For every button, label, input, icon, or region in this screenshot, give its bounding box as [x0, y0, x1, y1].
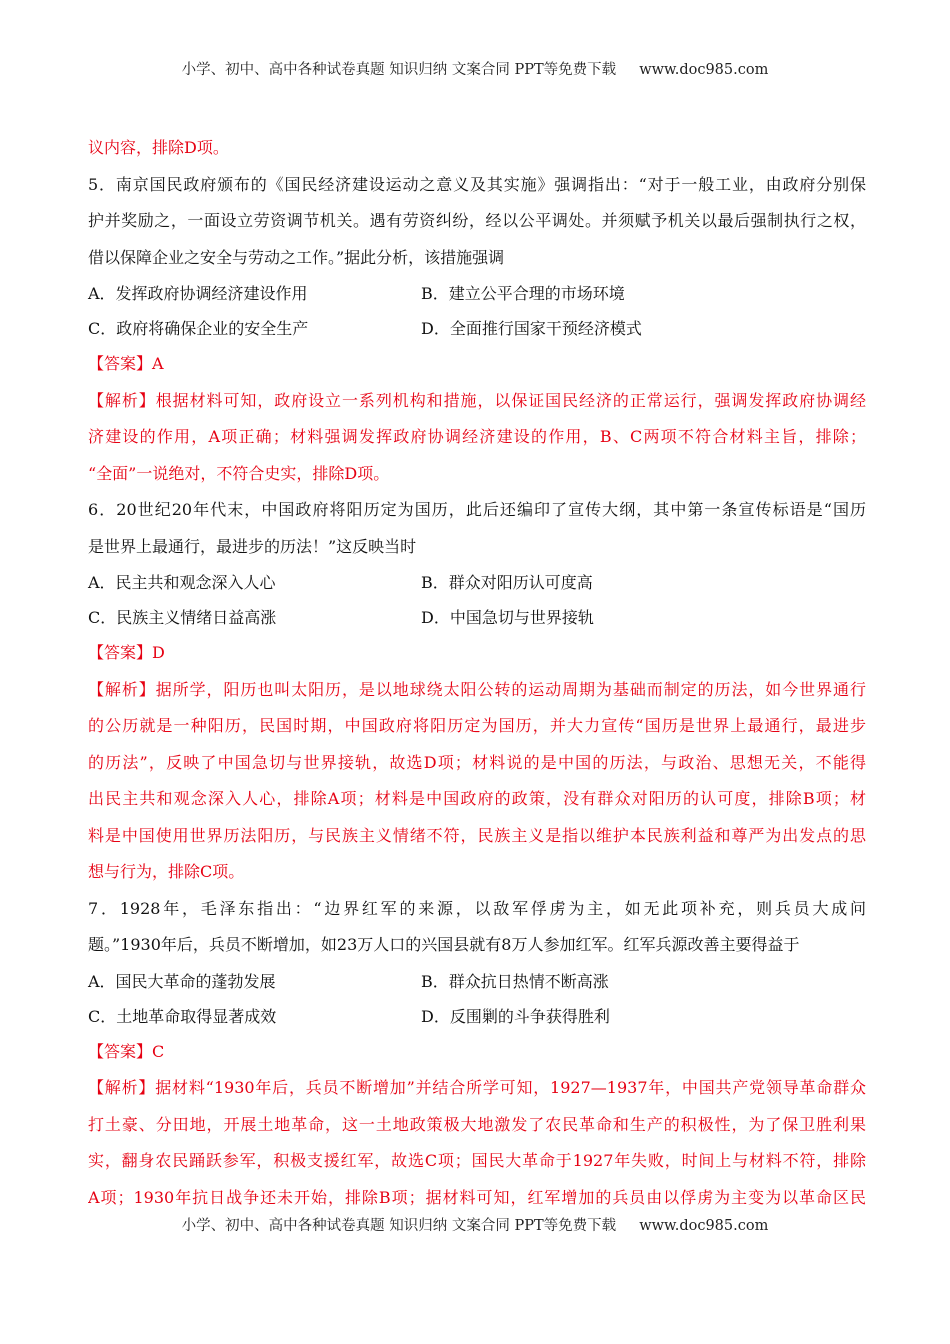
analysis-line: 的历法”，反映了中国急切与世界接轨，故选D项；材料说的是中国的历法，与政治、思想无关，不能得	[88, 752, 866, 772]
answer-line	[88, 635, 866, 672]
answer-line	[88, 1034, 866, 1071]
option-a: A．民主共和观念深入人心	[88, 573, 276, 592]
option-b: B．群众对阳历认可度高	[421, 573, 593, 592]
options-row	[88, 311, 866, 346]
analysis-line: 实，翻身农民踊跃参军，积极支援红军，故选C项；国民大革命于1927年失败，时间上与材料不符，排除	[88, 1151, 866, 1170]
analysis-line: 的公历就是一种阳历，民国时期，中国政府将阳历定为国历，并大力宣传“国历是世界上最通行，最进步	[88, 716, 866, 735]
analysis-line: 济建设的作用，A项正确；材料强调发挥政府协调经济建设的作用，B、C两项不符合材料主旨，排除；	[88, 427, 866, 446]
option-c: C．民族主义情绪日益高涨	[88, 608, 277, 627]
page-footer-banner: 小学、初中、高中各种试卷真题 知识归纳 文案合同 PPT等免费下载 www.doc985.com	[181, 1218, 769, 1234]
question-stem-line: 题。”1930年后，兵员不断增加，如23万人口的兴国县就有8万人参加红军。红军兵源改善主要得益于	[88, 935, 800, 954]
document-body	[88, 130, 866, 1216]
options-row	[88, 276, 866, 311]
analysis-line	[88, 383, 866, 420]
answer-tag: 【答案】	[88, 354, 153, 373]
question-stem-line: 6．20世纪20年代末，中国政府将阳历定为国历，此后还编印了宣传大纲，其中第一条宣传标语是“国历	[88, 500, 866, 519]
answer-value: C	[152, 1041, 165, 1061]
analysis-line: 出民主共和观念深入人心，排除A项；材料是中国政府的政策，没有群众对阳历的认可度，排除B项；材	[88, 789, 866, 808]
option-a: A．国民大革命的蓬勃发展	[88, 971, 276, 991]
question-stem-line: 5．南京国民政府颁布的《国民经济建设运动之意义及其实施》强调指出：“对于一般工业，由政府分别保	[88, 174, 866, 194]
answer-tag: 【答案】	[88, 1041, 153, 1061]
analysis-text: 据所学，阳历也叫太阳历，是以地球绕太阳公转的运动周期为基础而制定的历法，如今世界通行	[155, 679, 866, 699]
option-d: D．中国急切与世界接轨	[421, 608, 594, 627]
option-c: C．土地革命取得显著成效	[88, 1006, 277, 1026]
analysis-tag: 【解析】	[88, 679, 156, 699]
answer-value: D	[152, 643, 165, 662]
option-d: D．反围剿的斗争获得胜利	[421, 1006, 610, 1026]
question-7	[88, 891, 866, 1217]
question-stem-line: 7．1928年，毛泽东指出：“边界红军的来源，以敌军俘虏为主，如无此项补充，则兵员大成问	[88, 898, 866, 918]
option-d: D．全面推行国家干预经济模式	[421, 319, 642, 338]
analysis-line	[88, 672, 866, 709]
answer-tag: 【答案】	[88, 643, 153, 662]
analysis-text: 据材料“1930年后，兵员不断增加”并结合所学可知，1927—1937年，中国共产党领导革命群众	[155, 1078, 866, 1097]
analysis-tag: 【解析】	[88, 390, 156, 410]
option-b: B．群众抗日热情不断高涨	[421, 971, 609, 991]
option-a: A．发挥政府协调经济建设作用	[88, 284, 308, 303]
question-stem-line: 护并奖励之，一面设立劳资调节机关。遇有劳资纠纷，经以公平调处。并须赋予机关以最后强制执行之权，	[88, 211, 866, 230]
analysis-text: 根据材料可知，政府设立一系列机构和措施，以保证国民经济的正常运行，强调发挥政府协调经	[155, 390, 866, 410]
analysis-line	[88, 1070, 866, 1107]
page-header-banner: 小学、初中、高中各种试卷真题 知识归纳 文案合同 PPT等免费下载 www.doc985.com	[181, 62, 769, 78]
analysis-line: “全面”一说绝对，不符合史实，排除D项。	[88, 463, 390, 483]
analysis-line: 料是中国使用世界历法阳历，与民族主义情绪不符，民族主义是指以维护本民族利益和尊严为出发点的思	[88, 825, 866, 845]
options-row	[88, 964, 866, 999]
answer-value: A	[152, 354, 164, 373]
analysis-line: 想与行为，排除C项。	[88, 862, 245, 881]
option-b: B．建立公平合理的市场环境	[421, 284, 625, 303]
question-stem-line: 是世界上最通行，最进步的历法！”这反映当时	[88, 536, 417, 556]
analysis-line: A项；1930年抗日战争还未开始，排除B项；据材料可知，红军增加的兵员由以俘虏为主变为以革命区民	[88, 1187, 866, 1207]
analysis-tag: 【解析】	[88, 1078, 156, 1097]
question-5	[88, 167, 866, 493]
previous-analysis-tail: 议内容，排除D项。	[88, 138, 229, 157]
options-row	[88, 600, 866, 635]
option-c: C．政府将确保企业的安全生产	[88, 319, 309, 338]
question-stem-line: 借以保障企业之安全与劳动之工作。”据此分析，该措施强调	[88, 247, 505, 267]
answer-line	[88, 346, 866, 383]
question-6	[88, 492, 866, 891]
options-row	[88, 999, 866, 1034]
analysis-line: 打土豪、分田地，开展土地革命，这一土地政策极大地激发了农民革命和生产的积极性，为了保卫胜利果	[88, 1114, 866, 1134]
options-row	[88, 565, 866, 600]
